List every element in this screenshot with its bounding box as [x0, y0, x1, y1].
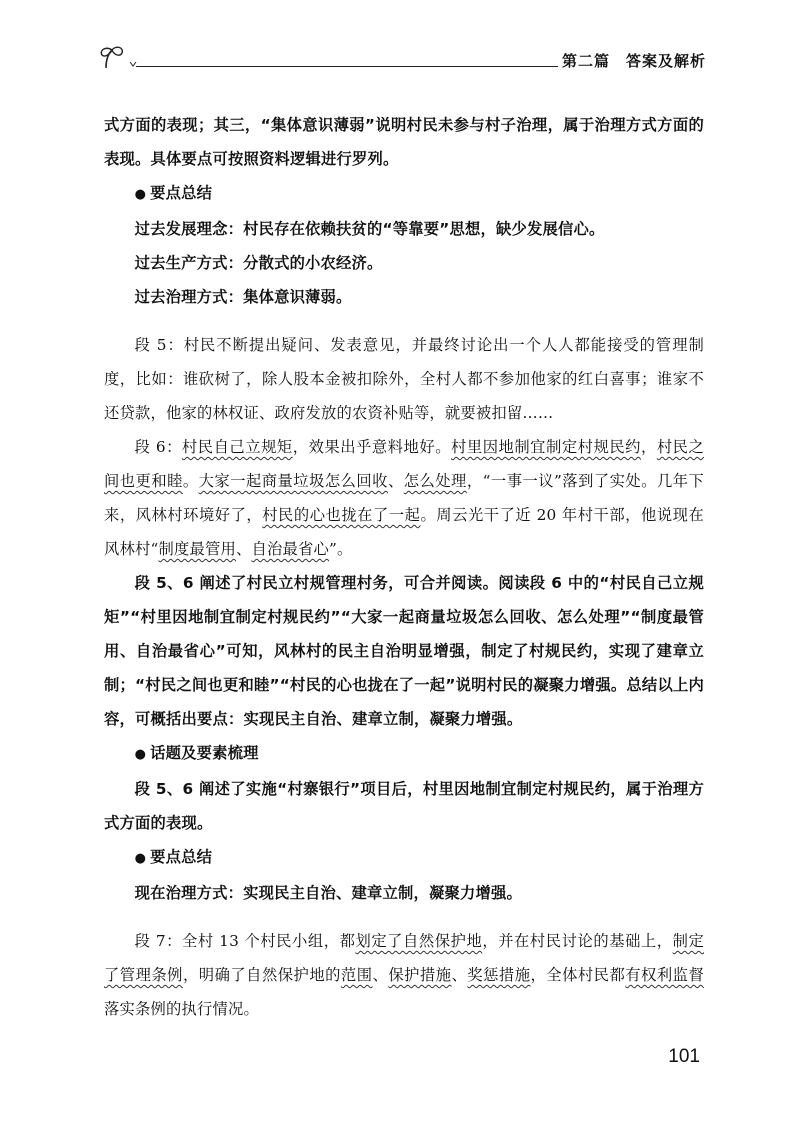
underlined-phrase: 划定了自然保护地	[355, 932, 483, 950]
header-rule	[136, 66, 558, 67]
key-point-past-governance: 过去治理方式：集体意识薄弱。	[134, 288, 352, 306]
underlined-phrase: 村民的心也拢在了一起	[262, 506, 421, 524]
heading-key-points-2: ● 要点总结	[104, 840, 704, 876]
underlined-phrase: 村民之间也更和睦	[104, 438, 704, 490]
sprout-icon	[96, 44, 140, 72]
section-title: 第二篇 答案及解析	[561, 52, 706, 70]
underlined-phrase: 自治最省心	[251, 540, 330, 558]
page-number: 101	[668, 1046, 700, 1067]
page-body	[104, 108, 704, 1026]
underlined-phrase: 村里因地制宜制定村规民约	[451, 438, 641, 456]
underlined-phrase: 制度最管用	[158, 540, 237, 558]
underlined-phrase: 村民自己立规矩	[181, 438, 293, 456]
underlined-phrase: 奖惩措施	[467, 966, 531, 984]
paragraph-continued: 式方面的表现；其三，“集体意识薄弱”说明村民未参与村子治理，属于治理方式方面的表现。具体要点可按照资料逻辑进行罗列。	[104, 116, 704, 168]
underlined-phrase: 保护措施	[388, 966, 452, 984]
topic-paragraph: 段 5、6 阐述了实施“村寨银行”项目后，村里因地制宜制定村规民约，属于治理方式方面的表现。	[104, 780, 704, 832]
underlined-phrase: 制定了管理条例	[104, 932, 704, 984]
underlined-phrase: 范围	[340, 966, 373, 984]
quote-paragraph-7: 段 7：全村 13 个村民小组，都划定了自然保护地，并在村民讨论的基础上，制定了管理条例，明确了自然保护地的范围、保护措施、奖惩措施，全体村民都有权利监督落实条例的执行情况。	[104, 932, 704, 1018]
heading-topic-elements: ● 话题及要素梳理	[104, 736, 704, 772]
heading-key-points: ● 要点总结	[104, 176, 704, 212]
quote-paragraph-6: 段 6：村民自己立规矩，效果出乎意料地好。村里因地制宜制定村规民约，村民之间也更和睦。大家一起商量垃圾怎么回收、怎么处理，“一事一议”落到了实处。几年下来，风林村环境好了，村民的心也拢在了一起。周云光干了近 20 年村干部，他说现在风林村“制度最管用、自治最省心”。	[104, 438, 704, 558]
underlined-phrase: 大家一起商量垃圾怎么回收	[198, 472, 388, 490]
key-point-current-governance: 现在治理方式：实现民主自治、建章立制，凝聚力增强。	[134, 884, 523, 902]
key-point-past-concept: 过去发展理念：村民存在依赖扶贫的“等靠要”思想，缺少发展信心。	[134, 220, 605, 238]
quote-paragraph-5: 段 5：村民不断提出疑问、发表意见，并最终讨论出一个人人都能接受的管理制度，比如：谁砍树了，除人股本金被扣除外，全村人都不参加他家的红白喜事；谁家不还贷款，他家的林权证、政府发放的农资补贴等，就要被扣留……	[104, 336, 704, 422]
underlined-phrase: 有权利监督	[625, 966, 704, 984]
page-header	[96, 44, 706, 74]
underlined-phrase: 怎么处理	[403, 472, 467, 490]
key-point-past-production: 过去生产方式：分散式的小农经济。	[134, 254, 383, 272]
analysis-paragraph: 段 5、6 阐述了村民立村规管理村务，可合并阅读。阅读段 6 中的“村民自己立规矩”“村里因地制宜制定村规民约”“大家一起商量垃圾怎么回收、怎么处理”“制度最管用、自治最省心”可知，风林村的民主自治明显增强，制定了村规民约，实现了建章立制；“村民之间也更和睦”“村民的心也拢在了一起”说明村民的凝聚力增强。总结以上内容，可概括出要点：实现民主自治、建章立制，凝聚力增强。	[104, 574, 704, 728]
